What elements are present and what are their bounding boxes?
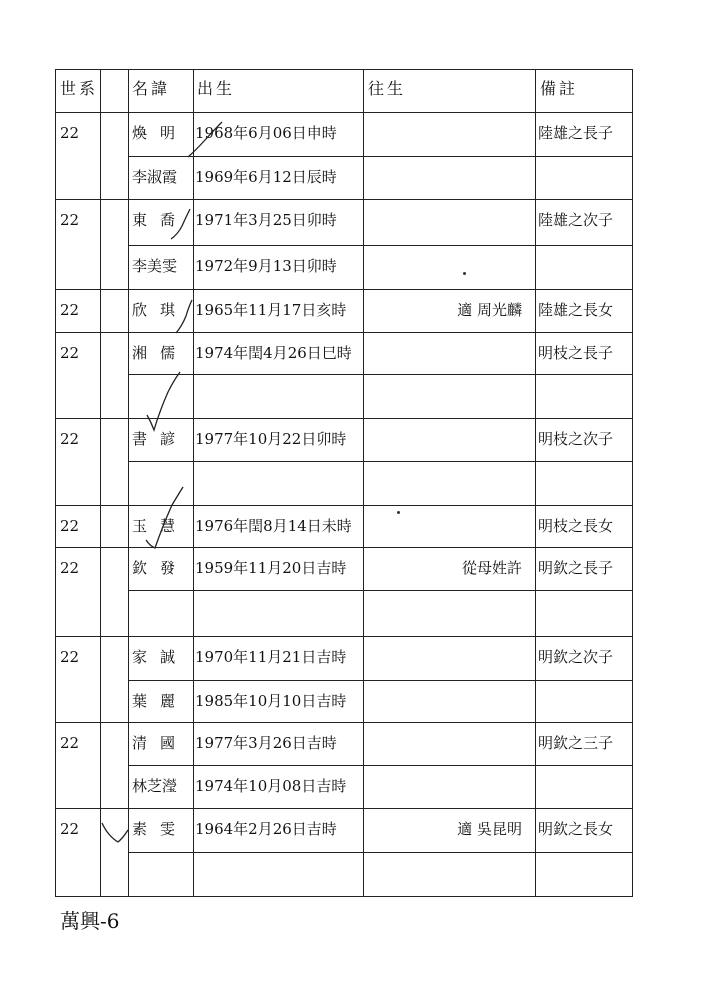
row-name: 清國 [132,734,189,752]
table-row-rule [128,765,633,766]
table-row-rule [128,156,633,157]
row-name: 林芝瀅 [132,777,178,795]
row-generation: 22 [60,124,80,142]
ink-dot [397,511,400,514]
header-remarks: 備註 [540,79,579,98]
row-birth: 1976年閏8月14日未時 [195,517,352,535]
row-birth: 1965年11月17日亥時 [195,301,347,319]
row-name: 素雯 [132,820,189,838]
table-row-rule [55,808,633,809]
table-column-rule [55,69,56,896]
row-name: 欽發 [132,559,189,577]
row-generation: 22 [60,648,80,666]
row-birth: 1974年10月08日吉時 [195,777,347,795]
row-remarks: 明枝之長子 [538,344,614,362]
table-row-rule [55,332,633,333]
table-row-rule [55,722,633,723]
page-footer: 萬興-6 [60,909,120,933]
table-row-rule [55,547,633,548]
row-remarks: 陸雄之長子 [538,124,614,142]
row-name: 東喬 [132,211,189,229]
row-remarks: 陸雄之次子 [538,211,614,229]
table-row-rule [55,289,633,290]
table-column-rule [363,69,364,896]
table-row-rule [55,69,633,70]
row-generation: 22 [60,344,80,362]
row-name: 葉麗 [132,692,189,710]
table-row-rule [128,852,633,853]
row-birth: 1974年閏4月26日巳時 [195,344,352,362]
row-name: 玉慧 [132,517,189,535]
table-row-rule [55,112,633,113]
table-row-rule [128,374,633,375]
table-row-rule [128,680,633,681]
row-remarks: 明欽之長女 [538,820,614,838]
table-column-rule [632,69,633,896]
row-birth: 1972年9月13日卯時 [195,257,337,275]
row-birth: 1968年6月06日申時 [195,124,337,142]
row-birth: 1985年10月10日吉時 [195,692,347,710]
table-row-rule [128,245,633,246]
check-mark [102,823,128,842]
table-column-rule [128,69,129,896]
table-row-rule [128,590,633,591]
row-generation: 22 [60,820,80,838]
row-generation: 22 [60,211,80,229]
row-name: 書諺 [132,430,189,448]
row-death: 適 吳昆明 [457,820,522,838]
row-remarks: 明枝之長女 [538,517,614,535]
table-row-rule [55,199,633,200]
table-row-rule [55,896,633,897]
row-birth: 1969年6月12日辰時 [195,168,337,186]
row-name: 李美雯 [132,257,178,275]
header-name: 名諱 [132,79,171,98]
row-generation: 22 [60,734,80,752]
row-generation: 22 [60,430,80,448]
row-remarks: 明欽之三子 [538,734,614,752]
row-birth: 1970年11月21日吉時 [195,648,347,666]
row-remarks: 明欽之長子 [538,559,614,577]
table-column-rule [535,69,536,896]
ink-dot [463,272,466,275]
row-birth: 1959年11月20日吉時 [195,559,347,577]
table-row-rule [128,461,633,462]
row-remarks: 明欽之次子 [538,648,614,666]
check-mark [147,372,180,430]
header-birth: 出生 [197,79,236,98]
header-death: 往生 [368,79,407,98]
row-remarks: 明枝之次子 [538,430,614,448]
row-name: 欣琪 [132,301,189,319]
row-birth: 1977年3月26日吉時 [195,734,337,752]
table-row-rule [55,636,633,637]
row-name: 湘儒 [132,344,189,362]
table-row-rule [55,505,633,506]
row-birth: 1977年10月22日卯時 [195,430,347,448]
row-remarks: 陸雄之長女 [538,301,614,319]
row-generation: 22 [60,559,80,577]
table-row-rule [55,418,633,419]
header-generation: 世系 [60,79,99,98]
table-column-rule [100,69,101,896]
row-birth: 1971年3月25日卯時 [195,211,337,229]
row-death: 從母姓許 [461,559,522,577]
row-death: 適 周光麟 [457,301,522,319]
row-generation: 22 [60,301,80,319]
table-column-rule [193,69,194,896]
row-generation: 22 [60,517,80,535]
row-birth: 1964年2月26日吉時 [195,820,337,838]
row-name: 李淑霞 [132,168,178,186]
row-name: 煥明 [132,124,189,142]
row-name: 家誠 [132,648,189,666]
